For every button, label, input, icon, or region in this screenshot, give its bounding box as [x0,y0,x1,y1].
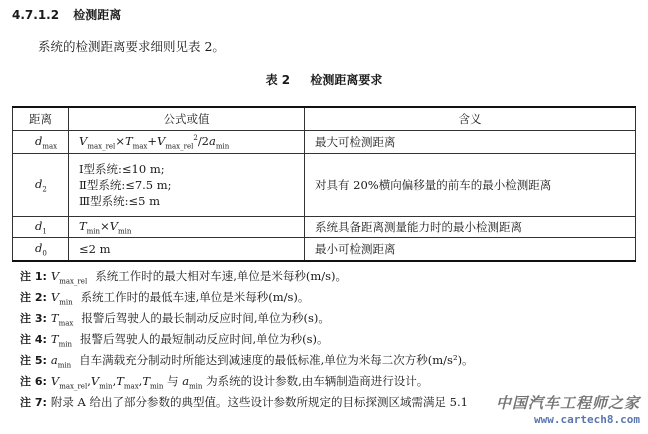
note-5: 注 5: $a_{min}$ 自车满载充分制动时所能达到减速度的最低标准,单位为米每二次方秒(m/s²)。 [20,353,474,370]
table-row [13,217,636,238]
row-formula: ≤2 m [69,238,305,262]
row-symbol: $d_1$ [13,217,69,238]
row-symbol: $d_2$ [13,154,69,217]
system-type-1: Ⅰ型系统:≤10 m; [79,162,165,176]
watermark-url: www.cartech8.com [534,413,640,426]
row-meaning: 系统具备距离测量能力时的最小检测距离 [305,217,636,238]
row-meaning: 最小可检测距离 [305,238,636,262]
header-formula: 公式或值 [69,107,305,131]
intro-paragraph: 系统的检测距离要求细则见表 2。 [38,39,225,54]
header-distance: 距离 [13,107,69,131]
watermark-title: 中国汽车工程师之家 [495,394,640,412]
table-header-row [13,107,636,131]
note-4: 注 4: $T_{min}$ 报警后驾驶人的最短制动反应时间,单位为秒(s)。 [20,332,329,349]
note-2: 注 2: $V_{min}$ 系统工作时的最低车速,单位是米每秒(m/s)。 [20,290,310,307]
table-caption-number: 表 2 [265,73,291,87]
table-row [13,154,636,217]
section-number: 4.7.1.2 [12,8,60,22]
row-symbol: $d_{max}$ [13,131,69,154]
table-notes [20,266,640,413]
header-meaning: 含义 [305,107,636,131]
note-1: 注 1: $V_{max\_rel}$ 系统工作时的最大相对车速,单位是米每秒(m/s)。 [20,269,348,286]
system-type-3: Ⅲ型系统:≤5 m [79,194,160,208]
note-3: 注 3: $T_{max}$ 报警后驾驶人的最长制动反应时间,单位为秒(s)。 [20,311,330,328]
row-symbol: $d_0$ [13,238,69,262]
table-row [13,131,636,154]
section-heading [12,6,121,23]
row-formula: $V_{max\_rel}\times T_{max}+V_{max\_rel}^2/2a_{min}$ [69,131,305,154]
row-meaning: 最大可检测距离 [305,131,636,154]
table-caption-title: 检测距离要求 [310,73,383,87]
table-caption [0,71,648,88]
site-watermark [496,392,640,426]
system-type-2: Ⅱ型系统:≤7.5 m; [79,178,172,192]
row-formula [69,154,305,217]
section-title: 检测距离 [73,8,122,22]
detection-distance-table [12,106,636,262]
note-7: 注 7: 附录 A 给出了部分参数的典型值。这些设计参数所规定的目标探测区域需满足 5.1 [20,395,468,409]
row-formula: $T_{min}\times V_{min}$ [69,217,305,238]
row-meaning: 对具有 20%横向偏移量的前车的最小检测距离 [305,154,636,217]
note-6: 注 6: $V_{max\_rel},V_{min},T_{max},T_{min}$ 与 $a_{min}$ 为系统的设计参数,由车辆制造商进行设计。 [20,374,429,391]
table-row [13,238,636,262]
